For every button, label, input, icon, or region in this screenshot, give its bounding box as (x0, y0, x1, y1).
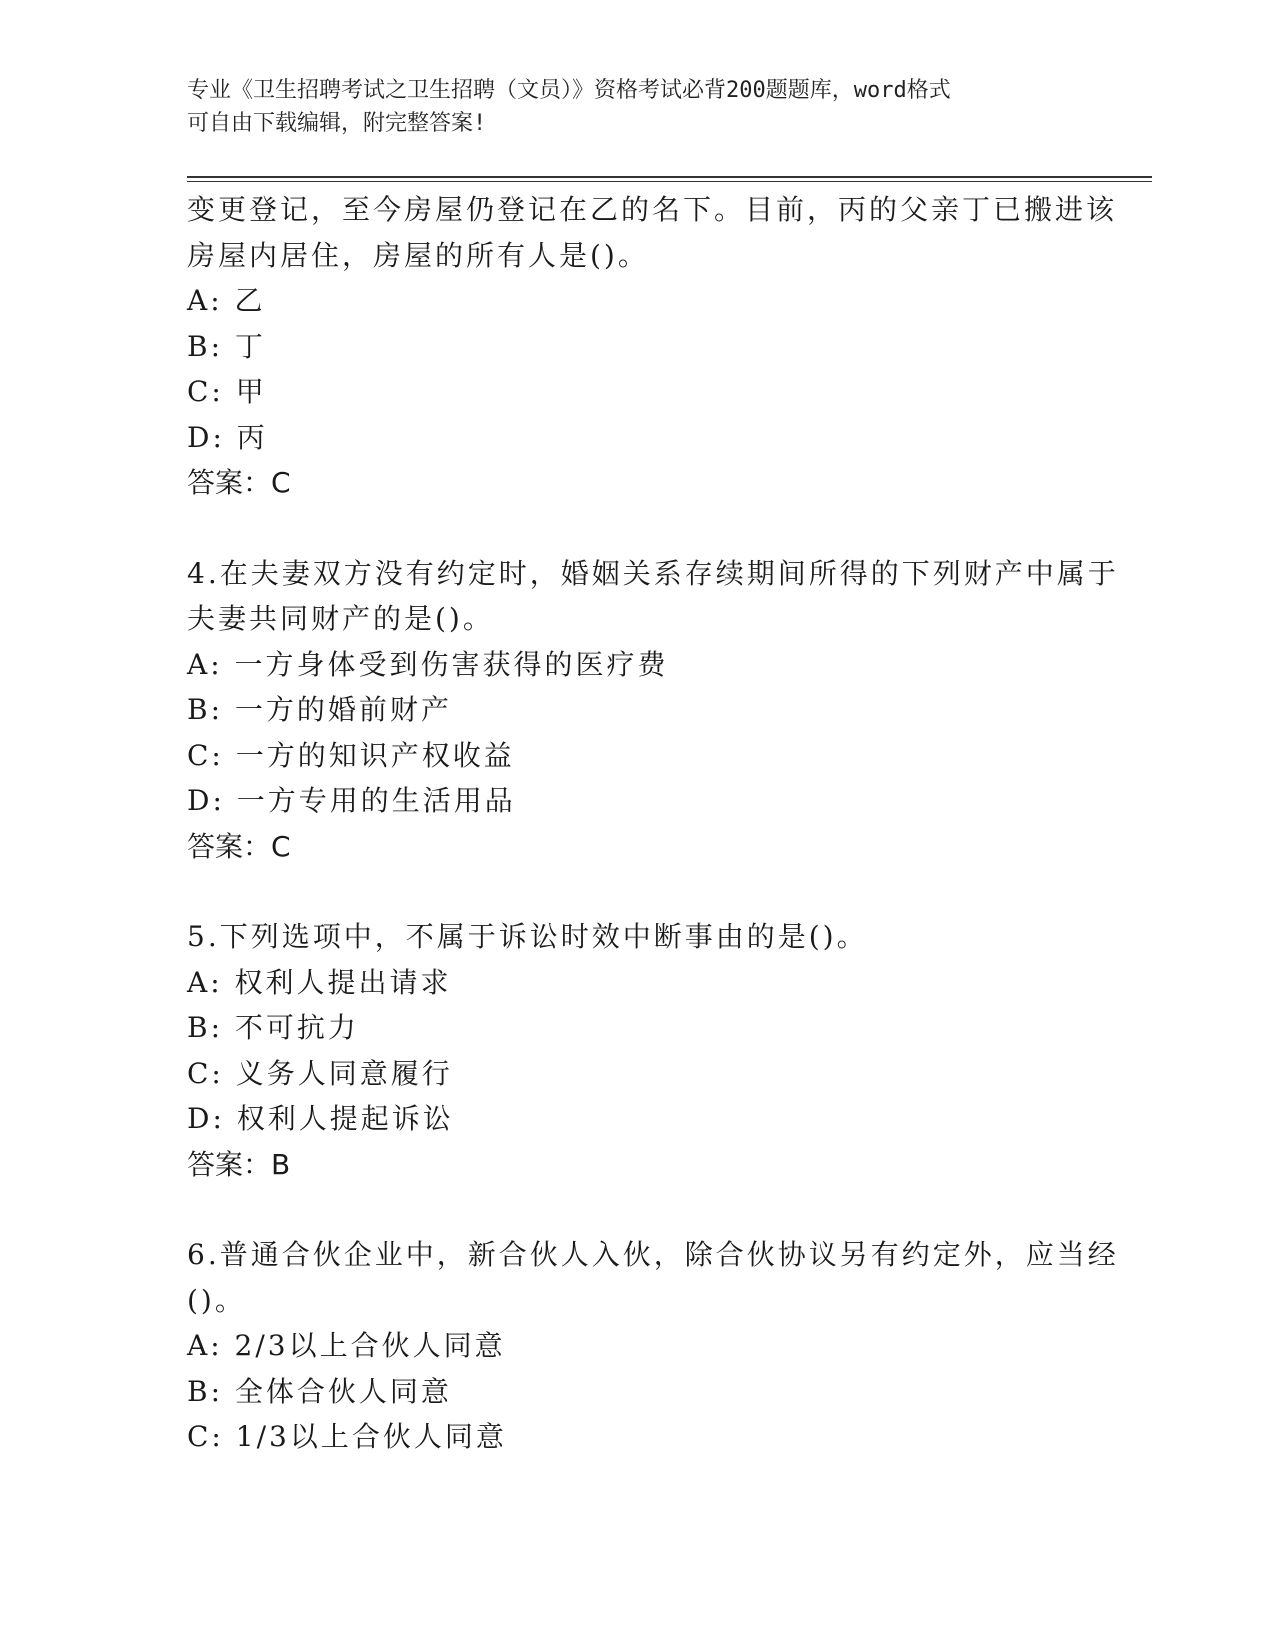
option-b: B: 全体合伙人同意 (187, 1374, 452, 1408)
option-d: D: 权利人提起诉讼 (187, 1102, 454, 1135)
option-b: B: 一方的婚前财产 (187, 693, 452, 726)
option-b: B: 不可抗力 (187, 1011, 359, 1044)
answer-line: 答案：C (187, 829, 291, 863)
question-stem-line: 夫妻共同财产的是()。 (187, 602, 494, 635)
header-line-1: 专业《卫生招聘考试之卫生招聘（文员）》资格考试必背200题题库，word格式 (187, 78, 951, 103)
option-d: D: 一方专用的生活用品 (187, 784, 516, 817)
question-block (187, 551, 1147, 870)
option-a: A: 乙 (187, 284, 266, 317)
option-b: B: 丁 (187, 329, 266, 363)
question-stem-line: ()。 (187, 1283, 246, 1317)
header-divider-thick (187, 176, 1152, 178)
option-c: C: 义务人同意履行 (187, 1056, 453, 1090)
question-stem-line: 4.在夫妻双方没有约定时，婚姻关系存续期间所得的下列财产中属于 (187, 556, 1119, 590)
option-c: C: 一方的知识产权收益 (187, 738, 515, 772)
option-a: A: 2/3以上合伙人同意 (187, 1329, 506, 1362)
question-stem-line: 变更登记，至今房屋仍登记在乙的名下。目前，丙的父亲丁已搬进该 (187, 193, 1118, 226)
option-d: D: 丙 (187, 420, 268, 454)
question-block (187, 1232, 1147, 1460)
header-line-2: 可自由下载编辑，附完整答案! (187, 111, 487, 136)
question-block (187, 187, 1147, 506)
option-c: C: 1/3以上合伙人同意 (187, 1420, 507, 1453)
document-header (187, 74, 1067, 140)
question-list (187, 187, 1147, 1460)
question-stem-line: 5.下列选项中，不属于诉讼时效中断事由的是()。 (187, 920, 868, 953)
question-stem-line: 6.普通合伙企业中，新合伙人入伙，除合伙协议另有约定外，应当经 (187, 1238, 1119, 1271)
option-c: C: 甲 (187, 375, 267, 408)
option-a: A: 权利人提出请求 (187, 965, 452, 999)
header-divider-thin (187, 181, 1152, 182)
question-stem-line: 房屋内居住，房屋的所有人是()。 (187, 238, 649, 272)
question-block (187, 914, 1147, 1187)
answer-line: 答案：C (187, 466, 291, 499)
option-a: A: 一方身体受到伤害获得的医疗费 (187, 647, 669, 681)
answer-line: 答案：B (187, 1147, 291, 1181)
